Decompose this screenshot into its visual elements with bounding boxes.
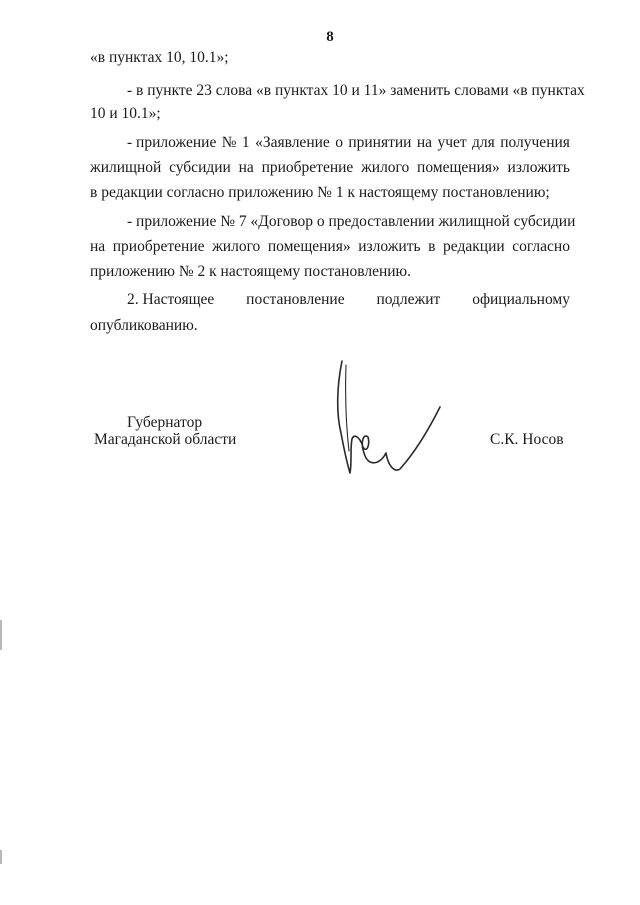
body-line-10	[127, 290, 570, 310]
word: редакции	[443, 238, 505, 255]
word: жилого	[212, 238, 261, 255]
body-line-4	[127, 133, 570, 153]
signatory-name: С.К. Носов	[490, 431, 564, 448]
word: в	[428, 238, 436, 255]
word: - приложение	[127, 134, 217, 151]
word: «Заявление	[255, 134, 330, 151]
word: приобретение	[261, 159, 354, 176]
word: учет	[437, 134, 467, 151]
word: жилого	[361, 159, 410, 176]
body-line-7: - приложение № 7 «Договор о предоставлении жилищной субсидии	[127, 213, 576, 230]
scan-artifact	[0, 620, 2, 650]
word: на	[416, 134, 433, 151]
word: приобретение	[112, 238, 205, 255]
word: помещения»	[267, 238, 351, 255]
word: 1	[241, 134, 250, 151]
word: изложить	[507, 159, 570, 176]
body-line-8	[90, 237, 570, 257]
body-line-9: приложению № 2 к настоящему постановлению.	[90, 263, 411, 280]
word: на	[238, 159, 254, 176]
word: для	[472, 134, 495, 151]
word: получения	[500, 134, 570, 151]
body-line-3: 10 и 10.1»;	[90, 105, 161, 122]
body-line-11: опубликованию.	[90, 317, 198, 334]
word: 2. Настоящее	[127, 291, 215, 308]
signatory-position-line-2: Магаданской области	[94, 431, 237, 448]
signatory-position-line-1: Губернатор	[127, 414, 203, 431]
body-line-1: «в пунктах 10, 10.1»;	[90, 49, 229, 66]
body-line-5	[90, 158, 570, 178]
word: официальному	[472, 291, 570, 308]
word: согласно	[512, 238, 570, 255]
word: изложить	[358, 238, 421, 255]
word: подлежит	[376, 291, 441, 308]
page-number: 8	[326, 29, 334, 45]
word: помещения»	[417, 159, 500, 176]
word: постановление	[246, 291, 345, 308]
body-line-2: - в пункте 23 слова «в пунктах 10 и 11» заменить словами «в пунктах	[127, 82, 585, 99]
handwritten-signature	[330, 355, 450, 480]
word: о	[335, 134, 343, 151]
word: на	[90, 238, 106, 255]
word: субсидии	[169, 159, 231, 176]
word: жилищной	[90, 159, 162, 176]
scan-artifact	[0, 850, 2, 864]
word: принятии	[348, 134, 412, 151]
word: №	[221, 134, 237, 151]
body-line-6: в редакции согласно приложению № 1 к настоящему постановлению;	[90, 184, 550, 201]
